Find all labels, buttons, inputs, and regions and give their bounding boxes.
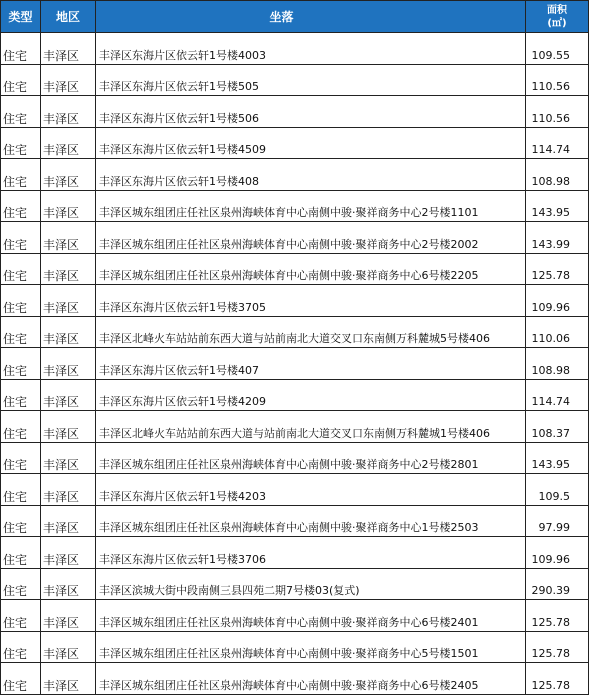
- table-row: [1, 96, 589, 128]
- cell-address: 丰泽区东海片区依云轩1号楼506: [96, 96, 526, 128]
- cell-size: 108.37: [526, 411, 589, 443]
- cell-address: 丰泽区东海片区依云轩1号楼4509: [96, 127, 526, 159]
- table-row: [1, 600, 589, 632]
- cell-type: 住宅: [1, 442, 41, 474]
- cell-area: 丰泽区: [41, 127, 96, 159]
- cell-area: 丰泽区: [41, 33, 96, 65]
- cell-size: 125.78: [526, 253, 589, 285]
- cell-type: 住宅: [1, 568, 41, 600]
- table-row: [1, 474, 589, 506]
- cell-size: 108.98: [526, 348, 589, 380]
- cell-type: 住宅: [1, 253, 41, 285]
- cell-address: 丰泽区城东组团庄任社区泉州海峡体育中心南侧中骏·聚祥商务中心6号楼2405: [96, 663, 526, 695]
- cell-size: 143.95: [526, 190, 589, 222]
- cell-type: 住宅: [1, 33, 41, 65]
- cell-type: 住宅: [1, 96, 41, 128]
- table-row: [1, 631, 589, 663]
- cell-address: 丰泽区城东组团庄任社区泉州海峡体育中心南侧中骏·聚祥商务中心6号楼2401: [96, 600, 526, 632]
- table-row: [1, 348, 589, 380]
- cell-address: 丰泽区东海片区依云轩1号楼505: [96, 64, 526, 96]
- table-row: [1, 159, 589, 191]
- cell-size: 290.39: [526, 568, 589, 600]
- cell-area: 丰泽区: [41, 411, 96, 443]
- cell-area: 丰泽区: [41, 96, 96, 128]
- cell-size: 108.98: [526, 159, 589, 191]
- cell-type: 住宅: [1, 631, 41, 663]
- cell-size: 109.5: [526, 474, 589, 506]
- cell-type: 住宅: [1, 379, 41, 411]
- table-row: [1, 411, 589, 443]
- cell-area: 丰泽区: [41, 505, 96, 537]
- cell-area: 丰泽区: [41, 600, 96, 632]
- header-row: [1, 1, 589, 33]
- cell-type: 住宅: [1, 505, 41, 537]
- cell-area: 丰泽区: [41, 568, 96, 600]
- cell-type: 住宅: [1, 600, 41, 632]
- header-type: 类型: [1, 1, 41, 33]
- cell-address: 丰泽区东海片区依云轩1号楼4203: [96, 474, 526, 506]
- cell-address: 丰泽区城东组团庄任社区泉州海峡体育中心南侧中骏·聚祥商务中心2号楼1101: [96, 190, 526, 222]
- cell-area: 丰泽区: [41, 631, 96, 663]
- cell-type: 住宅: [1, 316, 41, 348]
- table-row: [1, 285, 589, 317]
- table-row: [1, 64, 589, 96]
- cell-type: 住宅: [1, 222, 41, 254]
- cell-address: 丰泽区东海片区依云轩1号楼4209: [96, 379, 526, 411]
- cell-address: 丰泽区城东组团庄任社区泉州海峡体育中心南侧中骏·聚祥商务中心2号楼2801: [96, 442, 526, 474]
- header-size-unit: (㎡): [547, 17, 567, 29]
- table-row: [1, 537, 589, 569]
- header-size-label: 面积: [547, 4, 567, 16]
- cell-area: 丰泽区: [41, 474, 96, 506]
- table-row: [1, 505, 589, 537]
- cell-address: 丰泽区东海片区依云轩1号楼3706: [96, 537, 526, 569]
- header-address: 坐落: [96, 1, 526, 33]
- cell-size: 110.56: [526, 96, 589, 128]
- cell-size: 97.99: [526, 505, 589, 537]
- cell-type: 住宅: [1, 663, 41, 695]
- cell-address: 丰泽区东海片区依云轩1号楼4003: [96, 33, 526, 65]
- cell-area: 丰泽区: [41, 222, 96, 254]
- cell-type: 住宅: [1, 64, 41, 96]
- cell-size: 109.96: [526, 537, 589, 569]
- cell-address: 丰泽区东海片区依云轩1号楼407: [96, 348, 526, 380]
- table-row: [1, 568, 589, 600]
- table-row: [1, 663, 589, 695]
- cell-area: 丰泽区: [41, 348, 96, 380]
- table-row: [1, 316, 589, 348]
- table-row: [1, 222, 589, 254]
- cell-area: 丰泽区: [41, 285, 96, 317]
- cell-area: 丰泽区: [41, 159, 96, 191]
- cell-size: 110.56: [526, 64, 589, 96]
- cell-type: 住宅: [1, 285, 41, 317]
- table-body: [1, 33, 589, 695]
- cell-size: 109.96: [526, 285, 589, 317]
- table-header: [1, 1, 589, 33]
- table-row: [1, 442, 589, 474]
- cell-type: 住宅: [1, 537, 41, 569]
- cell-type: 住宅: [1, 474, 41, 506]
- cell-size: 114.74: [526, 127, 589, 159]
- cell-area: 丰泽区: [41, 316, 96, 348]
- cell-address: 丰泽区城东组团庄任社区泉州海峡体育中心南侧中骏·聚祥商务中心1号楼2503: [96, 505, 526, 537]
- cell-size: 110.06: [526, 316, 589, 348]
- header-size: [526, 1, 589, 33]
- cell-address: 丰泽区城东组团庄任社区泉州海峡体育中心南侧中骏·聚祥商务中心6号楼2205: [96, 253, 526, 285]
- cell-address: 丰泽区城东组团庄任社区泉州海峡体育中心南侧中骏·聚祥商务中心2号楼2002: [96, 222, 526, 254]
- cell-address: 丰泽区北峰火车站站前东西大道与站前南北大道交叉口东南侧万科麓城1号楼406: [96, 411, 526, 443]
- table-row: [1, 33, 589, 65]
- cell-address: 丰泽区东海片区依云轩1号楼3705: [96, 285, 526, 317]
- table-row: [1, 379, 589, 411]
- cell-address: 丰泽区城东组团庄任社区泉州海峡体育中心南侧中骏·聚祥商务中心5号楼1501: [96, 631, 526, 663]
- cell-size: 109.55: [526, 33, 589, 65]
- cell-size: 143.95: [526, 442, 589, 474]
- cell-address: 丰泽区北峰火车站站前东西大道与站前南北大道交叉口东南侧万科麓城5号楼406: [96, 316, 526, 348]
- cell-size: 125.78: [526, 600, 589, 632]
- cell-type: 住宅: [1, 127, 41, 159]
- cell-type: 住宅: [1, 411, 41, 443]
- cell-area: 丰泽区: [41, 663, 96, 695]
- cell-area: 丰泽区: [41, 537, 96, 569]
- table-row: [1, 253, 589, 285]
- cell-address: 丰泽区滨城大街中段南侧三县四苑二期7号楼03(复式): [96, 568, 526, 600]
- cell-size: 125.78: [526, 663, 589, 695]
- cell-area: 丰泽区: [41, 379, 96, 411]
- cell-address: 丰泽区东海片区依云轩1号楼408: [96, 159, 526, 191]
- cell-size: 125.78: [526, 631, 589, 663]
- cell-type: 住宅: [1, 190, 41, 222]
- cell-area: 丰泽区: [41, 253, 96, 285]
- cell-type: 住宅: [1, 348, 41, 380]
- table-row: [1, 190, 589, 222]
- cell-type: 住宅: [1, 159, 41, 191]
- cell-area: 丰泽区: [41, 190, 96, 222]
- cell-size: 143.99: [526, 222, 589, 254]
- header-area: 地区: [41, 1, 96, 33]
- cell-size: 114.74: [526, 379, 589, 411]
- table-row: [1, 127, 589, 159]
- cell-area: 丰泽区: [41, 64, 96, 96]
- cell-area: 丰泽区: [41, 442, 96, 474]
